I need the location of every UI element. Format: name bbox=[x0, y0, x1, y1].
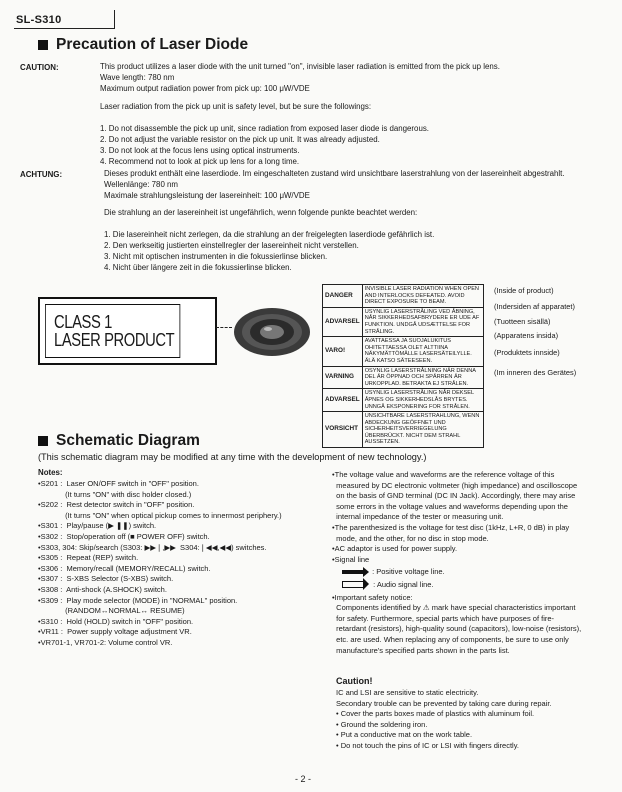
note-line: for safety. Furthermore, special parts which have purposes of fire- bbox=[332, 613, 555, 623]
model-rule-vertical bbox=[114, 10, 115, 29]
note-line: •The parenthesized is the voltage for test disc (1kHz, L+R, 0 dB) in play bbox=[332, 522, 570, 532]
caution-item: IC and LSI are sensitive to static electricity. bbox=[336, 688, 479, 697]
class1-line: CLASS 1 bbox=[54, 312, 112, 332]
caution-item: • Ground the soldering iron. bbox=[336, 719, 428, 729]
schematic-subtitle: (This schematic diagram may be modified at any time with the development of new technology.) bbox=[38, 452, 427, 462]
left-notes bbox=[38, 479, 318, 649]
warning-text: USYNLIG LASERSTRÅLING NÅR DEKSEL ÅPNES OG SIKKERHEDSLÅS BRYTES. UNNGÅ EKSPONERING FOR STRÅLEN. bbox=[362, 389, 483, 412]
warning-note: (Inside of product) bbox=[494, 286, 554, 295]
signal-audio-text: : Audio signal line. bbox=[373, 579, 434, 589]
warning-key: VARNING bbox=[323, 366, 363, 389]
schematic-title-text: Schematic Diagram bbox=[56, 432, 200, 449]
warning-note: (Produktets innside) bbox=[494, 348, 560, 357]
list-item: 2. Do not adjust the variable resistor on the pick up unit. It was already adjusted. bbox=[100, 134, 380, 144]
note-line: etc. are used. When replacing any of components, be sure to use only bbox=[332, 634, 569, 644]
caution-item: • Put a conductive mat on the work table. bbox=[336, 730, 473, 740]
caution-list bbox=[336, 688, 616, 752]
note-line: some errors in the voltage values and waveforms depending upon the bbox=[332, 501, 568, 511]
laser-list bbox=[100, 124, 429, 168]
note-line: •AC adaptor is used for power supply. bbox=[332, 544, 458, 554]
signal-positive-text: : Positive voltage line. bbox=[372, 567, 445, 577]
caution-text bbox=[100, 62, 500, 95]
list-item: 2. Den werkseitig justierten einstellregler der lasereinheit nicht verstellen. bbox=[104, 240, 359, 250]
warning-key: ADVARSEL bbox=[323, 389, 363, 412]
list-item: 3. Do not look at the focus lens using optical instruments. bbox=[100, 145, 300, 155]
achtung-label: ACHTUNG: bbox=[20, 170, 63, 179]
note-line: on the basis of GND terminal (DC IN Jack). Accordingly, there may arise bbox=[332, 491, 576, 501]
note-line: •S310 : Hold (HOLD) switch in "OFF" position. bbox=[38, 616, 194, 626]
note-line: mode, and the other, for no disc in stop mode. bbox=[332, 533, 489, 543]
caution-line: This product utilizes a laser diode with the unit turned "on", invisible laser radiation is emitted from the pick up lens. bbox=[100, 62, 500, 71]
note-line: •S308 : Anti-shock (A.SHOCK) switch. bbox=[38, 584, 167, 594]
caution-line: Wave length: 780 nm bbox=[100, 72, 175, 82]
laser-warning-table bbox=[322, 284, 484, 448]
safety-line: Laser radiation from the pick up unit is safety level, but be sure the followings: bbox=[100, 102, 372, 111]
warning-row bbox=[323, 366, 484, 389]
warning-key: VORSICHT bbox=[323, 412, 363, 448]
section-bullet-icon bbox=[38, 436, 48, 446]
warning-row bbox=[323, 337, 484, 366]
note-line: •S202 : Rest detector switch in "OFF" position. bbox=[38, 500, 195, 510]
note-line: (It turns "ON" when optical pickup comes to innermost periphery.) bbox=[38, 510, 282, 520]
note-line: •S309 : Play mode selector (MODE) in "NORMAL" position. bbox=[38, 595, 238, 605]
caution-line: Maximum output radiation power from pick up: 100 μW/VDE bbox=[100, 83, 310, 93]
list-item: 1. Die lasereinheit nicht zerlegen, da die strahlung an der freigelegten laserdiode gefährlich ist. bbox=[104, 230, 435, 239]
signal-audio-row bbox=[332, 580, 617, 591]
warning-note: (Im inneren des Gerätes) bbox=[494, 368, 577, 377]
notes-label: Notes: bbox=[38, 468, 63, 477]
positive-voltage-arrow-icon bbox=[342, 570, 364, 574]
note-line: retardant (resistors), high-quality sound (capacitors), low-noise (resistors), bbox=[332, 624, 582, 634]
achtung-line: Dieses produkt enthält eine laserdiode. Im eingeschalteten zustand wird unsichtbare laserstrahlung von der lasereinheit abgestrahlt. bbox=[104, 169, 565, 178]
warning-row bbox=[323, 285, 484, 308]
caution-item: Secondary trouble can be prevented by taking care during repair. bbox=[336, 698, 552, 708]
achtung-text bbox=[104, 169, 565, 202]
warning-row bbox=[323, 412, 484, 448]
warning-row bbox=[323, 307, 484, 336]
note-line: •VR701-1, VR701-2: Volume control VR. bbox=[38, 637, 173, 647]
list-item: 4. Nicht über längere zeit in die fokussierlinse blicken. bbox=[104, 262, 292, 272]
note-line: internal impedance of the tester or measuring unit. bbox=[332, 512, 504, 522]
note-line: •S301 : Play/pause (▶ ❚❚) switch. bbox=[38, 521, 157, 531]
warning-key: ADVARSEL bbox=[323, 307, 363, 336]
warning-text: UNSICHTBARE LASERSTRAHLUNG, WENN ABDECKUNG GEÖFFNET UND SICHERHEITSVERRIEGELUNG ÜBERBRÜCKT. NICHT DEM STRAHL AUSSETZEN. bbox=[362, 412, 483, 448]
warning-text: USYNLIG LASERSTRÅLING VED ÅBNING, NÅR SIKKERHEDSAFBRYDERE ER UDE AF FUNKTION. UNDGÅ UDSÆTTELSE FOR STRÅLING. bbox=[362, 307, 483, 336]
class1-label-inner bbox=[45, 304, 180, 358]
page-number: - 2 - bbox=[295, 774, 312, 784]
warning-text: AVATTAESSA JA SUOJALUKITUS OHITETTAESSA OLET ALTTIINA NÄKYMÄTTÖMÄLLE LASERSÄTEILYLLE. ÄLÄ KATSO SÄTEESEEN. bbox=[362, 337, 483, 366]
class1-line: LASER PRODUCT bbox=[54, 330, 175, 350]
pickup-lens-illustration bbox=[232, 306, 312, 358]
model-rule bbox=[14, 28, 114, 29]
caution-label: CAUTION: bbox=[20, 63, 59, 72]
note-line: manufacture's specified parts shown in the parts list. bbox=[332, 645, 510, 655]
schematic-section-title bbox=[38, 432, 200, 450]
model-tag: SL-S310 bbox=[16, 14, 62, 26]
warning-key: DANGER bbox=[323, 285, 363, 308]
note-line: measured by DC electronic voltmeter (high impedance) and oscilloscope bbox=[332, 480, 578, 490]
caution-item: • Do not touch the pins of IC or LSI with fingers directly. bbox=[336, 740, 519, 750]
laser-section-title bbox=[38, 36, 248, 54]
note-line: •VR11 : Power supply voltage adjustment VR. bbox=[38, 627, 192, 637]
list-item: 4. Recommend not to look at pick up lens for a long time. bbox=[100, 156, 300, 166]
list-item: 3. Nicht mit optischen instrumenten in die fokussierlinse blicken. bbox=[104, 251, 328, 261]
warning-note: (Apparatens insida) bbox=[494, 331, 559, 340]
note-line: •S201 : Laser ON/OFF switch in "OFF" position. bbox=[38, 479, 199, 488]
achtung-list bbox=[104, 230, 434, 274]
note-line: •Signal line bbox=[332, 554, 370, 564]
note-line: •S302 : Stop/operation off (■ POWER OFF) switch. bbox=[38, 531, 210, 541]
caution-title: Caution! bbox=[336, 676, 373, 686]
achtung-line: Wellenlänge: 780 nm bbox=[104, 179, 178, 189]
warning-text: OSYNLIG LASERSTRÅLNING NÄR DENNA DEL ÄR ÖPPNAD OCH SPÄRREN ÄR URKOPPLAD. BETRAKTA EJ STRÅLEN. bbox=[362, 366, 483, 389]
signal-positive-row bbox=[332, 567, 617, 578]
warning-row bbox=[323, 389, 484, 412]
note-line: •Important safety notice: bbox=[332, 592, 413, 602]
note-line: •S305 : Repeat (REP) switch. bbox=[38, 553, 139, 563]
right-notes bbox=[332, 470, 617, 656]
audio-signal-arrow-icon bbox=[342, 581, 363, 588]
warning-key: VARO! bbox=[323, 337, 363, 366]
achtung-safety: Die strahlung an der lasereinheit ist ungefährlich, wenn folgende punkte beachtet werden: bbox=[104, 208, 418, 217]
warning-text: INVISIBLE LASER RADIATION WHEN OPEN AND INTERLOCKS DEFEATED. AVOID DIRECT EXPOSURE TO BEAM. bbox=[362, 285, 483, 308]
note-line: Components identified by ⚠ mark have special characteristics important bbox=[332, 603, 576, 613]
section-bullet-icon bbox=[38, 40, 48, 50]
note-line: •S306 : Memory/recall (MEMORY/RECALL) switch. bbox=[38, 563, 211, 573]
achtung-line: Maximale strahlungsleistung der lasereinheit: 100 μW/VDE bbox=[104, 190, 310, 200]
list-item: 1. Do not disassemble the pick up unit, since radiation from exposed laser diode is dangerous. bbox=[100, 124, 429, 133]
dashed-connector bbox=[216, 327, 232, 328]
warning-note: (Indersiden af apparatet) bbox=[494, 302, 575, 311]
note-line: •S303, 304: Skip/search (S303: ▶▶❘,▶▶ S304:❘◀◀,◀◀) switches. bbox=[38, 542, 267, 552]
warning-note: (Tuotteen sisällä) bbox=[494, 317, 551, 326]
class1-label bbox=[38, 297, 217, 365]
note-line: •The voltage value and waveforms are the reference voltage of this bbox=[332, 470, 555, 479]
note-line: (It turns "ON" with disc holder closed.) bbox=[38, 489, 192, 499]
note-line: •S307 : S-XBS Selector (S-XBS) switch. bbox=[38, 574, 174, 584]
laser-title-text: Precaution of Laser Diode bbox=[56, 36, 249, 53]
caution-item: • Cover the parts boxes made of plastics with aluminum foil. bbox=[336, 709, 535, 719]
note-line: (RANDOM↔NORMAL↔ RESUME) bbox=[38, 606, 185, 616]
